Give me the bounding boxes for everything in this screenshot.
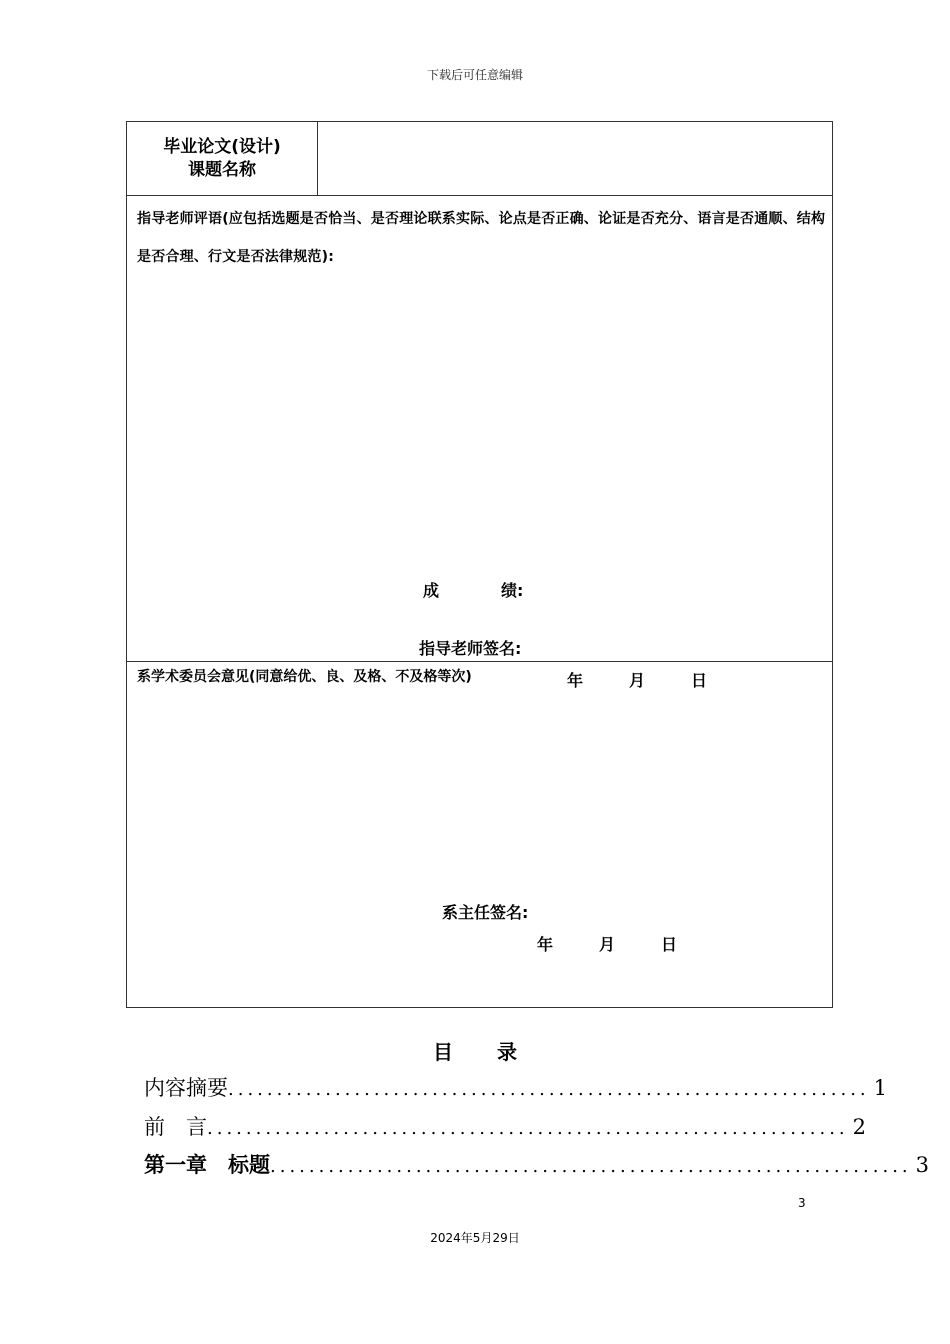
grade-label <box>423 578 523 601</box>
toc-entry-page: 1 <box>873 1076 888 1100</box>
toc-entry[interactable] <box>144 1072 888 1102</box>
toc-entry-label: 内容摘要 <box>144 1076 228 1100</box>
thesis-title-label-cell <box>127 122 318 195</box>
toc-entry-label: 第一章 标题 <box>144 1153 270 1177</box>
toc-entry-page: 3 <box>915 1153 930 1177</box>
review-form-table <box>126 121 833 1008</box>
toc-entry[interactable] <box>144 1149 930 1179</box>
date-day-label: 日 <box>661 935 678 954</box>
page-number: 3 <box>798 1196 806 1210</box>
toc-entry-label: 前 言 <box>144 1115 207 1139</box>
advisor-signature-label: 指导老师签名: <box>419 639 522 658</box>
title-row <box>127 122 832 196</box>
thesis-title-label-line1: 毕业论文(设计) <box>163 137 281 157</box>
grade-label-a: 成 <box>423 581 440 600</box>
toc-entry-page: 2 <box>852 1115 867 1139</box>
grade-label-b: 绩: <box>501 581 524 600</box>
toc-leader-dots: .................................................................. <box>228 1079 870 1100</box>
director-signature-label: 系主任签名: <box>442 903 529 922</box>
committee-opinion-prompt: 系学术委员会意见(同意给优、良、及格、不及格等次) <box>137 669 472 685</box>
date-month-label: 月 <box>599 935 616 954</box>
date-day-label: 日 <box>691 671 708 690</box>
advisor-comment-prompt: 指导老师评语(应包括选题是否恰当、是否理论联系实际、论点是否正确、论证是否充分、语言是否通顺、结构是否合理、行文是否法律规范): <box>137 211 826 265</box>
toc-title <box>0 1036 950 1065</box>
toc-entry[interactable] <box>144 1111 867 1141</box>
toc-title-a: 目 <box>433 1040 453 1064</box>
date-month-label: 月 <box>629 671 646 690</box>
page-header: 下载后可任意编辑 <box>426 68 523 82</box>
date-year-label: 年 <box>537 935 554 954</box>
toc-leader-dots: .................................................................. <box>207 1118 849 1139</box>
date-year-label: 年 <box>567 671 584 690</box>
committee-opinion-section[interactable] <box>127 662 832 1007</box>
page-footer-date: 2024年5月29日 <box>430 1231 520 1245</box>
thesis-title-value-cell[interactable] <box>319 122 832 195</box>
director-date-line <box>537 932 677 955</box>
toc-title-b: 录 <box>497 1040 517 1064</box>
toc-leader-dots: .................................................................. <box>270 1156 912 1177</box>
thesis-title-label-line2: 课题名称 <box>188 160 256 180</box>
